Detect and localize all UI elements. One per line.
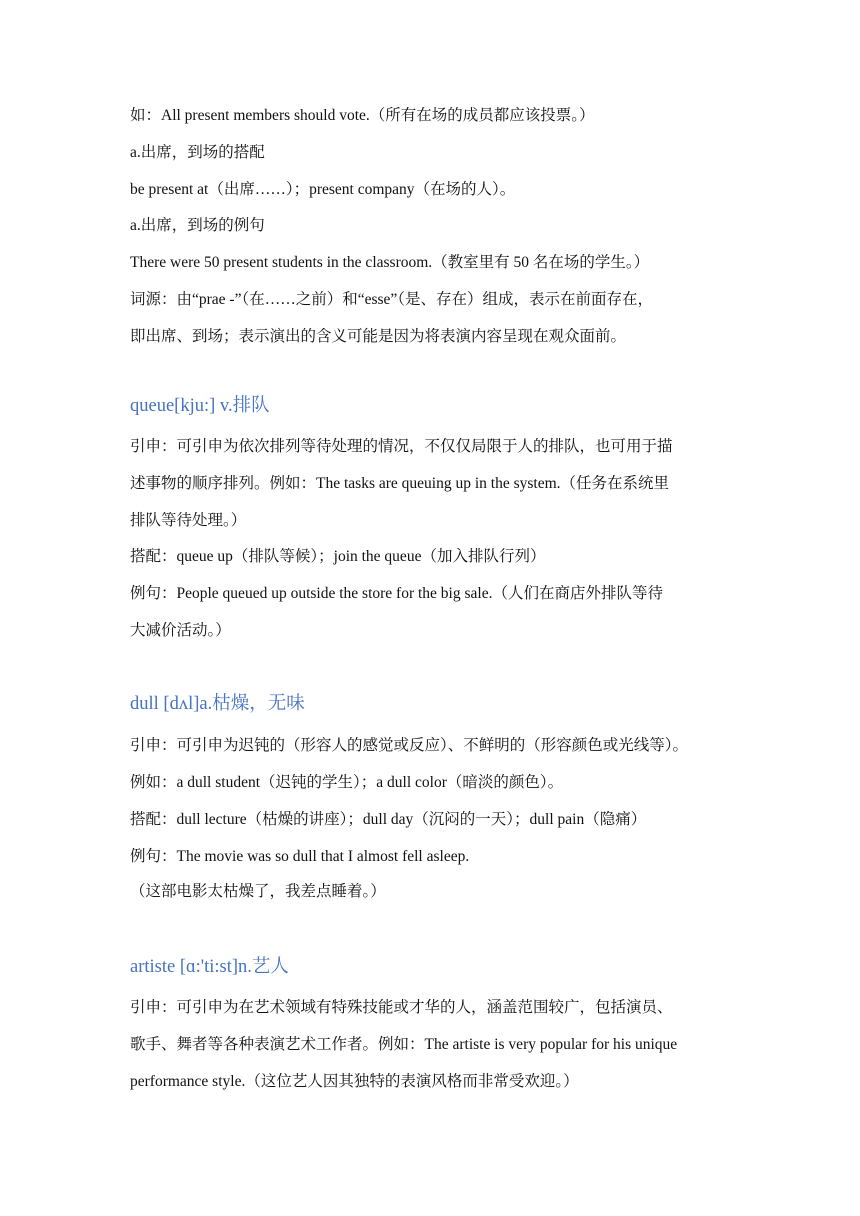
present-example-label: a.出席，到场的例句 — [130, 217, 265, 234]
queue-extension-line-2: 述事物的顺序排列。例如：The tasks are queuing up in the system.（任务在系统里 — [130, 475, 670, 492]
artiste-extension-line-3: performance style.（这位艺人因其独特的表演风格而非常受欢迎。） — [130, 1073, 579, 1090]
present-etymology-line-1: 词源：由“prae -”（在……之前）和“esse”（是、存在）组成，表示在前面存在， — [130, 291, 654, 308]
present-etymology-line-2: 即出席、到场；表示演出的含义可能是因为将表演内容呈现在观众面前。 — [130, 328, 627, 345]
present-collocation-label: a.出席，到场的搭配 — [130, 144, 265, 161]
queue-extension-line-1: 引申：可引申为依次排列等待处理的情况，不仅仅局限于人的排队，也可用于描 — [130, 438, 673, 455]
artiste-extension-line-2: 歌手、舞者等各种表演艺术工作者。例如：The artiste is very popular for his unique — [130, 1036, 678, 1053]
dull-sentence-line-1: 例句：The movie was so dull that I almost fell asleep. — [130, 848, 470, 865]
present-sentence: There were 50 present students in the classroom.（教室里有 50 名在场的学生。） — [130, 254, 650, 271]
queue-heading: queue[kju:] v.排队 — [130, 396, 270, 416]
queue-collocation: 搭配：queue up（排队等候）；join the queue（加入排队行列） — [130, 548, 546, 565]
artiste-extension-line-1: 引申：可引申为在艺术领域有特殊技能或才华的人，涵盖范围较广，包括演员、 — [130, 999, 673, 1016]
present-collocation: be present at（出席……）；present company（在场的人）。 — [130, 181, 516, 198]
present-example: 如：All present members should vote.（所有在场的成员都应该投票。） — [130, 107, 595, 124]
dull-extension-line-2: 例如：a dull student（迟钝的学生）；a dull color（暗淡的颜色）。 — [130, 774, 564, 791]
queue-sentence-line-1: 例句：People queued up outside the store for the big sale.（人们在商店外排队等待 — [130, 585, 663, 602]
queue-extension-line-3: 排队等待处理。） — [130, 512, 247, 529]
queue-sentence-line-2: 大减价活动。） — [130, 622, 231, 639]
dull-heading: dull [dʌl]a.枯燥，无味 — [130, 694, 305, 714]
artiste-heading: artiste [ɑ:'ti:st]n.艺人 — [130, 957, 289, 977]
dull-sentence-line-2: （这部电影太枯燥了，我差点睡着。） — [130, 883, 386, 900]
dull-collocation: 搭配：dull lecture（枯燥的讲座）；dull day（沉闷的一天）；dull pain（隐痛） — [130, 811, 647, 828]
dull-extension-line-1: 引申：可引申为迟钝的（形容人的感觉或反应）、不鲜明的（形容颜色或光线等）。 — [130, 737, 689, 754]
